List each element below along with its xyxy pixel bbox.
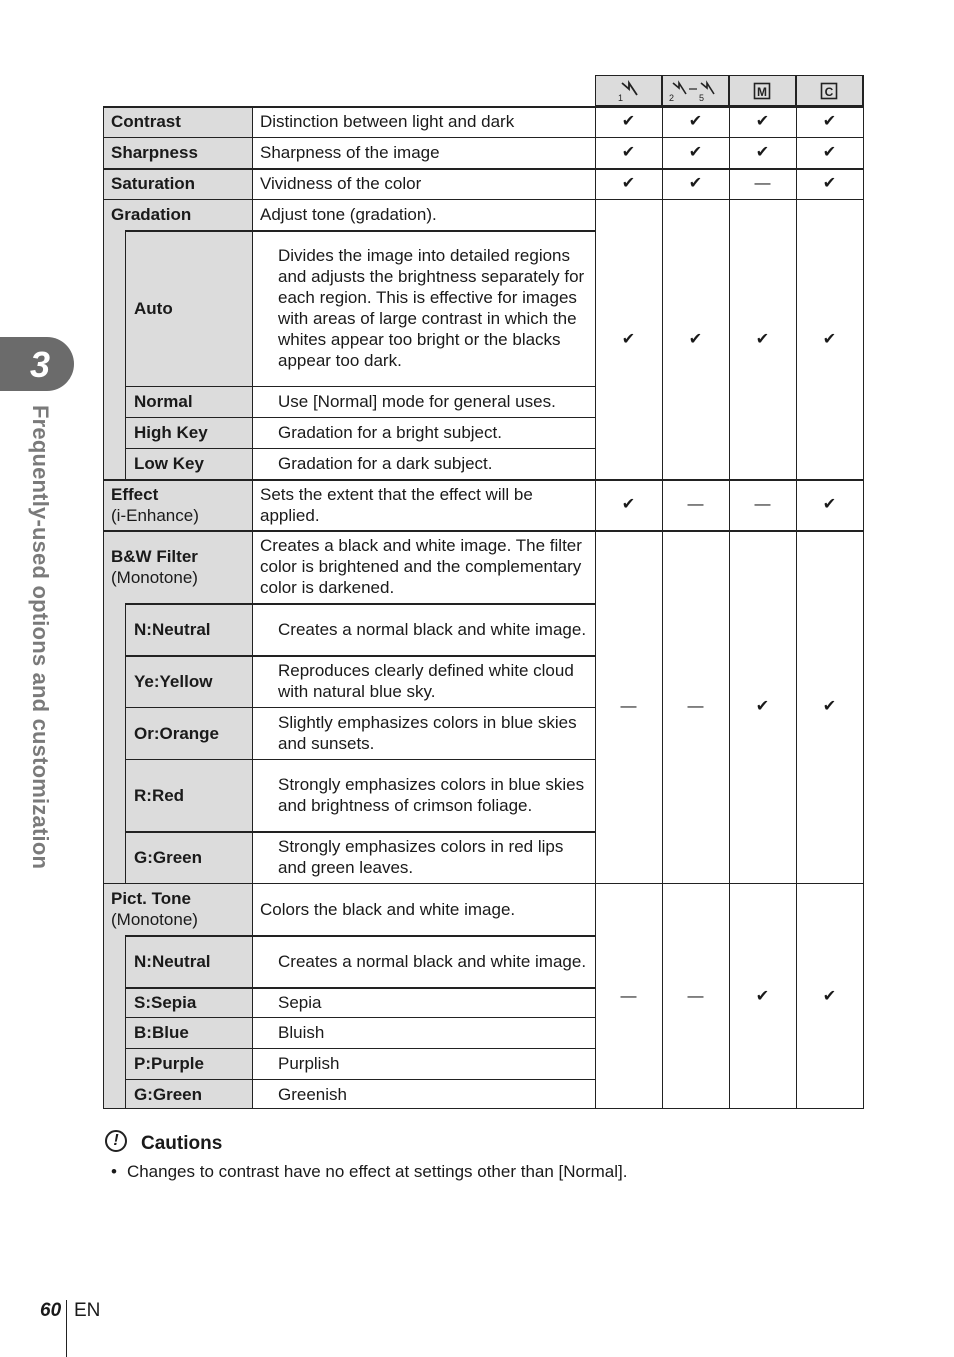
table-rule [125,987,595,989]
check-mark: ✔ [621,175,636,192]
sub-row-label: N:Neutral [126,935,252,987]
caution-item: • Changes to contrast have no effect at settings other than [Normal]. [111,1162,628,1181]
check-mark: ✔ [822,175,837,192]
check-mark: ✔ [621,330,636,348]
table-rule [103,106,104,1109]
sub-row-label: P:Purple [126,1048,252,1079]
sub-row-label: Low Key [126,448,252,479]
dash-mark: — [687,698,704,715]
table-rule [252,106,253,1109]
row-description-text: Creates a black and white image. The filter color is brightened and the complementary color is darkened. [260,536,582,597]
table-rule [125,707,595,708]
row-description-text: Distinction between light and dark [260,112,515,131]
check-mark: ✔ [822,144,837,161]
check-mark: ✔ [822,113,837,130]
c-mode-icon [820,82,838,100]
row-label-gutter [103,603,125,883]
dash-mark: — [620,987,637,1005]
sub-row-label: Normal [126,386,252,417]
table-rule [125,1048,595,1049]
sub-row-label: High Key [126,417,252,448]
chapter-side-title: Frequently-used options and customization [28,405,53,870]
row-description-text: Vividness of the color [260,174,422,193]
check-mark: ✔ [688,330,703,348]
table-rule [125,386,595,387]
check-mark: ✔ [621,496,636,513]
dash-mark: — [687,987,704,1005]
dash-mark: — [620,698,637,715]
table-rule [103,106,863,108]
sub-row-description: Sepia [278,992,322,1012]
table-rule [125,759,595,760]
footer-separator [66,1300,67,1357]
table-rule [863,75,864,1109]
dash-mark: — [754,496,771,513]
row-label-text: Saturation [111,174,196,193]
row-label [103,479,252,530]
svg-text:1: 1 [617,92,623,102]
dash-mark: — [687,496,704,513]
table-rule [103,168,863,170]
caution-item-text: Changes to contrast have no effect at settings other than [Normal]. [126,1162,628,1181]
sub-row-description: Purplish [278,1054,340,1073]
row-label-text: Effect [111,484,159,504]
table-rule [796,75,797,1109]
sub-row-label: B:Blue [126,1017,252,1048]
dash-mark: — [754,175,771,192]
check-mark: ✔ [755,987,770,1005]
check-mark: ✔ [688,175,703,192]
table-rule [729,75,730,1109]
table-rule [125,655,595,657]
table-rule [125,1017,595,1018]
row-label-gutter [103,230,125,479]
scene-1-icon [595,75,662,106]
row-label-text: Gradation [111,205,192,224]
row-label [103,199,252,230]
sub-row-description: Strongly emphasizes colors in red lips and green leaves. [278,837,564,877]
table-rule [662,75,663,1109]
table-rule [103,137,863,138]
row-label-text: Sharpness [111,143,198,162]
sub-row-label: G:Green [126,831,252,883]
m-mode-icon [728,75,796,106]
row-description-text: Sharpness of the image [260,143,440,162]
svg-text:C: C [824,84,834,99]
check-mark: ✔ [755,144,770,161]
sub-row-label: N:Neutral [126,603,252,655]
row-description [252,137,595,168]
row-label-text: Contrast [111,112,181,131]
check-mark: ✔ [621,113,636,130]
table-rule [103,479,863,481]
table-rule [125,935,595,937]
row-description [252,530,595,603]
row-description [252,168,595,199]
sub-row-description: Reproduces clearly defined white cloud with natural blue sky. [278,661,574,701]
check-mark: ✔ [822,496,837,513]
m-mode-icon [753,82,771,100]
row-description-text: Adjust tone (gradation). [260,205,437,224]
table-rule [125,448,595,449]
sub-row-label: R:Red [126,759,252,831]
svg-text:2: 2 [669,92,675,102]
sub-row-description: Greenish [278,1084,347,1104]
sub-row-description: Gradation for a dark subject. [278,454,493,473]
row-label [103,883,252,935]
scene-1-icon [617,80,641,102]
table-rule [103,1108,864,1109]
scene-2-5-icon [668,80,722,102]
check-mark: ✔ [822,698,837,715]
chapter-number: 3 [30,344,51,385]
cautions-title: Cautions [141,1133,223,1154]
row-label-text: B&W Filter [111,546,198,566]
row-description [252,106,595,137]
check-mark: ✔ [688,113,703,130]
row-sublabel: (Monotone) [111,910,198,929]
check-mark: ✔ [755,330,770,348]
check-mark: ✔ [822,330,837,348]
table-rule [125,831,595,833]
row-sublabel: (i-Enhance) [111,505,199,525]
sub-row-description: Slightly emphasizes colors in blue skies and sunsets. [278,713,577,753]
table-rule [125,603,595,605]
sub-row-label: Ye:Yellow [126,655,252,707]
sub-row-label: G:Green [126,1079,252,1109]
check-mark: ✔ [621,144,636,161]
sub-row-label: S:Sepia [126,987,252,1017]
table-rule [103,199,863,200]
check-mark: ✔ [822,987,837,1005]
row-description-text: Sets the extent that the effect will be applied. [260,484,533,525]
sub-row-description: Strongly emphasizes colors in blue skies and brightness of crimson foliage. [278,775,585,815]
row-description [252,479,595,530]
sub-row-description: Bluish [278,1023,325,1042]
sub-row-description: Divides the image into detailed regions and adjusts the brightness separately for each region. This is effective for images with areas of large contrast in which the whites appear too bright or the blacks appear too dark. [278,246,585,370]
check-mark: ✔ [688,144,703,161]
table-rule [125,230,595,232]
table-rule [125,1079,595,1080]
row-label-gutter [103,935,125,1109]
row-description [252,883,595,935]
table-rule [125,417,595,418]
row-description-text: Colors the black and white image. [260,899,516,919]
row-label [103,168,252,199]
svg-text:M: M [757,84,767,99]
row-label [103,137,252,168]
exclamation-icon: ! [105,1130,127,1152]
sub-row-description: Use [Normal] mode for general uses. [278,392,556,411]
table-rule [103,883,863,884]
sub-row-description: Creates a normal black and white image. [278,619,587,639]
row-label [103,530,252,603]
language-label: EN [74,1300,101,1321]
table-rule [595,75,596,1109]
sub-row-description: Gradation for a bright subject. [278,423,502,442]
row-description [252,199,595,230]
scene-2-5-icon [661,75,729,106]
row-sublabel: (Monotone) [111,567,198,587]
c-mode-icon [795,75,863,106]
row-label [103,106,252,137]
sub-row-label: Or:Orange [126,707,252,759]
page-number: 60 [40,1300,62,1321]
check-mark: ✔ [755,113,770,130]
check-mark: ✔ [755,698,770,715]
table-rule [103,530,863,532]
row-label-text: Pict. Tone [111,889,191,908]
sub-row-description: Creates a normal black and white image. [278,951,587,971]
svg-text:5: 5 [699,92,705,102]
sub-row-label: Auto [126,230,252,386]
